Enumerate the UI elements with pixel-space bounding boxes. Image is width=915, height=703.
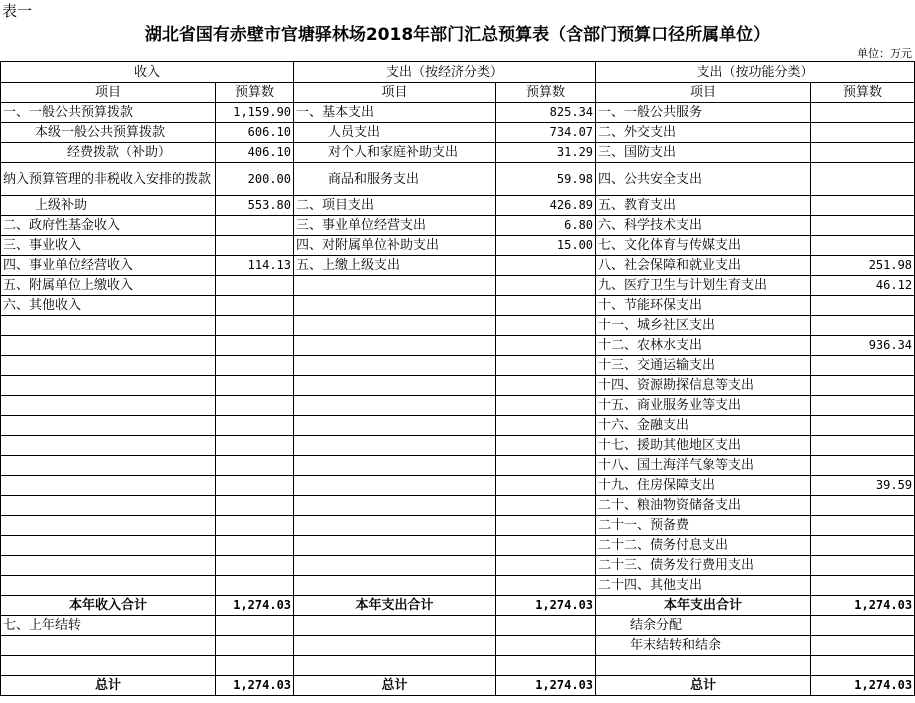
year-end-carry: 年末结转和结余 (596, 636, 811, 656)
surplus-value (811, 616, 915, 636)
table-row (1, 376, 915, 396)
income-value (216, 536, 294, 556)
grand-total-label: 总计 (294, 676, 496, 696)
table-row (1, 123, 915, 143)
expense-func-item: 十二、农林水支出 (596, 336, 811, 356)
total-income-value: 1,274.03 (216, 596, 294, 616)
expense-func-item: 十五、商业服务业等支出 (596, 396, 811, 416)
expense-func-value (811, 103, 915, 123)
income-item (1, 356, 216, 376)
income-value (216, 416, 294, 436)
expense-econ-item: 二、项目支出 (294, 196, 496, 216)
income-item: 纳入预算管理的非税收入安排的拨款 (1, 163, 216, 196)
income-value (216, 496, 294, 516)
expense-func-item: 十四、资源勘探信息等支出 (596, 376, 811, 396)
expense-func-value: 936.34 (811, 336, 915, 356)
expense-func-item: 十一、城乡社区支出 (596, 316, 811, 336)
expense-func-item: 二十一、预备费 (596, 516, 811, 536)
income-item (1, 576, 216, 596)
expense-econ-value (496, 536, 596, 556)
total-func-label: 本年支出合计 (596, 596, 811, 616)
grand-total-func: 1,274.03 (811, 676, 915, 696)
table-row (1, 576, 915, 596)
expense-econ-value (496, 456, 596, 476)
table-row (1, 616, 915, 636)
header-item: 项目 (596, 83, 811, 103)
income-value (216, 216, 294, 236)
income-item: 四、事业单位经营收入 (1, 256, 216, 276)
income-value (216, 556, 294, 576)
unit-label: 单位：万元 (857, 47, 912, 60)
income-item (1, 316, 216, 336)
table-row (1, 163, 915, 196)
expense-func-value (811, 496, 915, 516)
table-row (1, 316, 915, 336)
expense-func-value: 39.59 (811, 476, 915, 496)
expense-econ-value (496, 316, 596, 336)
expense-econ-item (294, 496, 496, 516)
income-value (216, 396, 294, 416)
empty-cell (216, 656, 294, 676)
grand-total-income: 1,274.03 (216, 676, 294, 696)
empty-cell (294, 616, 496, 636)
expense-econ-value (496, 476, 596, 496)
expense-func-item: 十七、援助其他地区支出 (596, 436, 811, 456)
income-value (216, 236, 294, 256)
table-row (1, 516, 915, 536)
table-row (1, 436, 915, 456)
empty-cell (496, 616, 596, 636)
expense-econ-value (496, 416, 596, 436)
table-row (1, 103, 915, 123)
expense-econ-item (294, 556, 496, 576)
expense-func-value (811, 216, 915, 236)
income-item: 本级一般公共预算拨款 (1, 123, 216, 143)
expense-func-value: 251.98 (811, 256, 915, 276)
expense-econ-item: 对个人和家庭补助支出 (294, 143, 496, 163)
income-value (216, 296, 294, 316)
empty-cell (811, 656, 915, 676)
expense-func-value (811, 123, 915, 143)
expense-func-value (811, 536, 915, 556)
empty-cell (1, 636, 216, 656)
surplus-distribution: 结余分配 (596, 616, 811, 636)
total-expense-label: 本年支出合计 (294, 596, 496, 616)
grand-total-label: 总计 (1, 676, 216, 696)
expense-func-value (811, 556, 915, 576)
table-row (1, 416, 915, 436)
income-value: 553.80 (216, 196, 294, 216)
expense-func-item: 九、医疗卫生与计划生育支出 (596, 276, 811, 296)
income-value: 606.10 (216, 123, 294, 143)
income-value (216, 516, 294, 536)
expense-func-value (811, 376, 915, 396)
expense-func-value (811, 416, 915, 436)
expense-econ-item (294, 536, 496, 556)
prev-year-value (216, 616, 294, 636)
expense-econ-value: 825.34 (496, 103, 596, 123)
expense-func-value: 46.12 (811, 276, 915, 296)
table-row (1, 196, 915, 216)
expense-func-item: 二、外交支出 (596, 123, 811, 143)
income-value (216, 356, 294, 376)
grand-total-label: 总计 (596, 676, 811, 696)
income-item (1, 396, 216, 416)
expense-econ-item: 五、上缴上级支出 (294, 256, 496, 276)
expense-func-item: 十八、国土海洋气象等支出 (596, 456, 811, 476)
header-budget: 预算数 (496, 83, 596, 103)
expense-func-value (811, 356, 915, 376)
expense-func-value (811, 163, 915, 196)
expense-econ-value (496, 276, 596, 296)
expense-func-value (811, 143, 915, 163)
expense-econ-value (496, 296, 596, 316)
table-row (1, 216, 915, 236)
section-expense-func: 支出（按功能分类） (596, 62, 915, 83)
year-end-value (811, 636, 915, 656)
table-row (1, 636, 915, 656)
table-row (1, 536, 915, 556)
expense-econ-item (294, 436, 496, 456)
table-row (1, 236, 915, 256)
expense-func-item: 二十四、其他支出 (596, 576, 811, 596)
expense-econ-item (294, 356, 496, 376)
expense-econ-item: 人员支出 (294, 123, 496, 143)
expense-econ-value (496, 496, 596, 516)
expense-econ-item (294, 336, 496, 356)
expense-econ-value (496, 356, 596, 376)
expense-econ-value (496, 256, 596, 276)
expense-func-item: 六、科学技术支出 (596, 216, 811, 236)
income-value (216, 576, 294, 596)
table-row (1, 396, 915, 416)
income-value: 114.13 (216, 256, 294, 276)
page-title: 湖北省国有赤壁市官塘驿林场2018年部门汇总预算表（含部门预算口径所属单位） (144, 25, 771, 45)
expense-econ-item (294, 296, 496, 316)
table-row (1, 556, 915, 576)
total-expense-value: 1,274.03 (496, 596, 596, 616)
table-row (1, 356, 915, 376)
expense-econ-item (294, 456, 496, 476)
income-item (1, 556, 216, 576)
expense-func-item: 二十二、债务付息支出 (596, 536, 811, 556)
empty-cell (294, 636, 496, 656)
expense-func-item: 八、社会保障和就业支出 (596, 256, 811, 276)
income-item (1, 416, 216, 436)
expense-func-value (811, 436, 915, 456)
expense-econ-item (294, 476, 496, 496)
income-item: 上级补助 (1, 196, 216, 216)
total-income-label: 本年收入合计 (1, 596, 216, 616)
income-item: 六、其他收入 (1, 296, 216, 316)
expense-func-item: 十九、住房保障支出 (596, 476, 811, 496)
header-budget: 预算数 (216, 83, 294, 103)
empty-cell (496, 656, 596, 676)
expense-func-value (811, 316, 915, 336)
table-row (1, 596, 915, 616)
budget-table (0, 61, 915, 696)
income-value (216, 276, 294, 296)
section-expense-econ: 支出（按经济分类） (294, 62, 596, 83)
table-row (1, 256, 915, 276)
expense-func-value (811, 196, 915, 216)
expense-econ-item (294, 416, 496, 436)
empty-cell (496, 636, 596, 656)
expense-econ-value (496, 516, 596, 536)
expense-func-item: 五、教育支出 (596, 196, 811, 216)
table-row (1, 676, 915, 696)
income-item: 一、一般公共预算拨款 (1, 103, 216, 123)
income-value (216, 376, 294, 396)
income-item (1, 336, 216, 356)
expense-func-item: 十、节能环保支出 (596, 296, 811, 316)
expense-econ-item (294, 376, 496, 396)
expense-econ-item: 四、对附属单位补助支出 (294, 236, 496, 256)
expense-econ-value (496, 576, 596, 596)
expense-econ-item: 商品和服务支出 (294, 163, 496, 196)
expense-func-value (811, 516, 915, 536)
income-value (216, 436, 294, 456)
expense-func-item: 四、公共安全支出 (596, 163, 811, 196)
expense-econ-value (496, 396, 596, 416)
empty-cell (1, 656, 216, 676)
expense-econ-item (294, 396, 496, 416)
expense-func-item: 一、一般公共服务 (596, 103, 811, 123)
table-row (1, 456, 915, 476)
expense-econ-value (496, 436, 596, 456)
table-row (1, 656, 915, 676)
expense-econ-item: 一、基本支出 (294, 103, 496, 123)
income-value: 200.00 (216, 163, 294, 196)
income-item (1, 496, 216, 516)
expense-econ-item (294, 276, 496, 296)
income-item (1, 456, 216, 476)
table-row (1, 276, 915, 296)
expense-econ-item (294, 576, 496, 596)
expense-func-item: 二十三、债务发行费用支出 (596, 556, 811, 576)
income-value (216, 336, 294, 356)
income-item: 三、事业收入 (1, 236, 216, 256)
income-item: 经费拨款（补助） (1, 143, 216, 163)
expense-econ-value (496, 556, 596, 576)
grand-total-expense: 1,274.03 (496, 676, 596, 696)
empty-cell (294, 656, 496, 676)
expense-func-item: 十三、交通运输支出 (596, 356, 811, 376)
income-value (216, 316, 294, 336)
expense-econ-value: 59.98 (496, 163, 596, 196)
expense-econ-item (294, 516, 496, 536)
expense-econ-value (496, 336, 596, 356)
empty-cell (216, 636, 294, 656)
expense-econ-item: 三、事业单位经营支出 (294, 216, 496, 236)
income-item: 五、附属单位上缴收入 (1, 276, 216, 296)
expense-econ-value: 31.29 (496, 143, 596, 163)
expense-econ-value: 426.89 (496, 196, 596, 216)
table-row (1, 336, 915, 356)
income-item: 二、政府性基金收入 (1, 216, 216, 236)
income-item (1, 376, 216, 396)
expense-econ-item (294, 316, 496, 336)
expense-func-value (811, 396, 915, 416)
section-income: 收入 (1, 62, 294, 83)
expense-econ-value: 6.80 (496, 216, 596, 236)
income-item (1, 436, 216, 456)
table-label: 表一 (2, 2, 33, 20)
expense-func-value (811, 456, 915, 476)
income-item (1, 536, 216, 556)
expense-econ-value (496, 376, 596, 396)
prev-year-carry: 七、上年结转 (1, 616, 216, 636)
income-item (1, 476, 216, 496)
expense-func-item: 二十、粮油物资储备支出 (596, 496, 811, 516)
expense-func-value (811, 296, 915, 316)
income-value (216, 456, 294, 476)
table-row (1, 496, 915, 516)
empty-cell (596, 656, 811, 676)
expense-func-value (811, 576, 915, 596)
income-value: 1,159.90 (216, 103, 294, 123)
header-item: 项目 (1, 83, 216, 103)
expense-econ-value: 734.07 (496, 123, 596, 143)
header-budget: 预算数 (811, 83, 915, 103)
expense-func-item: 七、文化体育与传媒支出 (596, 236, 811, 256)
table-row (1, 143, 915, 163)
income-value: 406.10 (216, 143, 294, 163)
total-func-value: 1,274.03 (811, 596, 915, 616)
expense-func-item: 三、国防支出 (596, 143, 811, 163)
header-item: 项目 (294, 83, 496, 103)
income-item (1, 516, 216, 536)
expense-econ-value: 15.00 (496, 236, 596, 256)
income-value (216, 476, 294, 496)
expense-func-item: 十六、金融支出 (596, 416, 811, 436)
table-row (1, 476, 915, 496)
table-row (1, 296, 915, 316)
expense-func-value (811, 236, 915, 256)
